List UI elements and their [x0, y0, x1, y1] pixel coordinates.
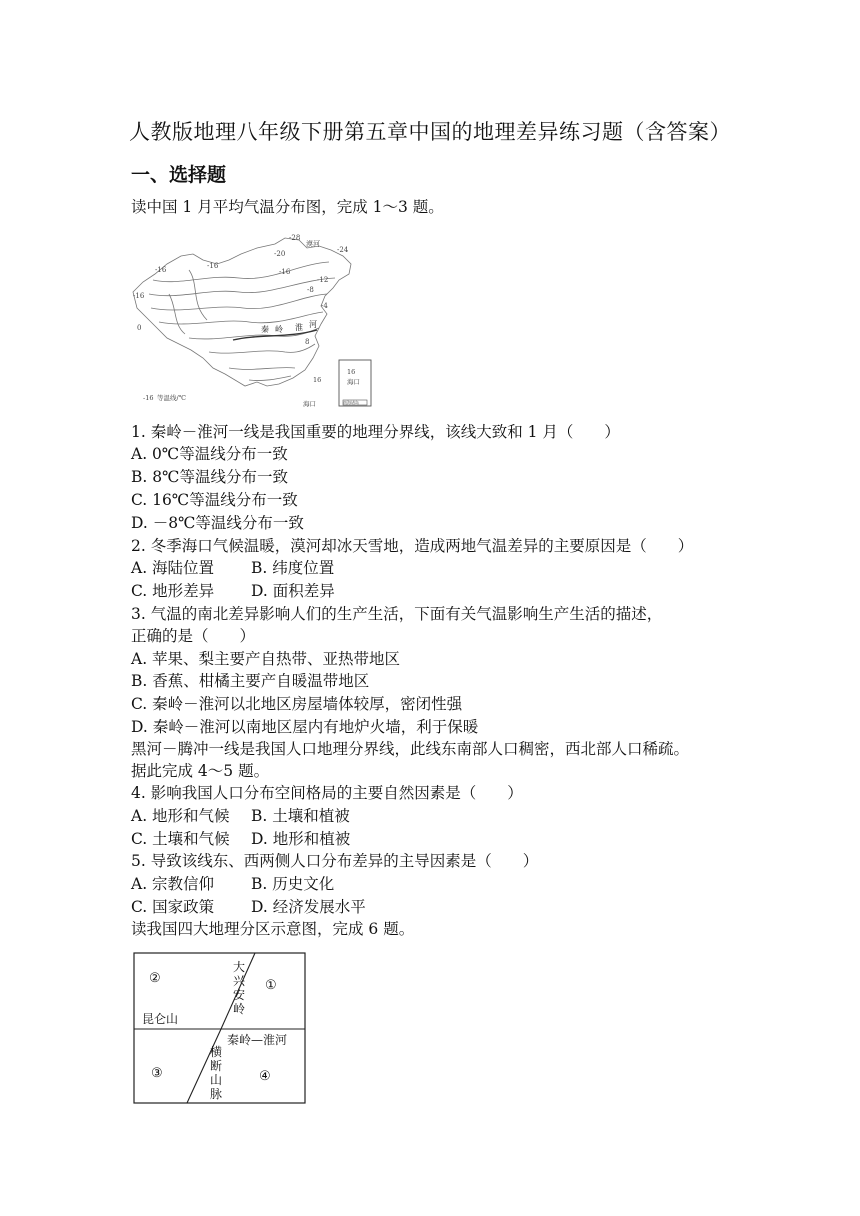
q2-options-row-1	[131, 557, 334, 579]
q3-stem-line-1: 3. 气温的南北差异影响人们的生产生活，下面有关气温影响生产生活的描述，	[131, 605, 663, 623]
q2-option-a: A. 海陆位置	[131, 559, 215, 577]
map-label: 淮	[295, 323, 303, 332]
map-label: 漠河	[306, 240, 320, 248]
q4-options-row-1	[131, 805, 350, 827]
q5-options-row-2	[131, 896, 366, 918]
map-label: 岭	[275, 325, 283, 334]
q5-option-b: B. 历史文化	[251, 875, 335, 893]
hengduan-char: 断	[210, 1059, 223, 1073]
qinling-huaihe-label: 秦岭—淮河	[227, 1033, 288, 1047]
q4-option-c: C. 土壤和气候	[131, 830, 230, 848]
q3-stem-line-2: 正确的是（ ）	[131, 627, 256, 645]
q4-stem: 4. 影响我国人口分布空间格局的主要自然因素是（ ）	[131, 784, 523, 802]
inset-label: 南海诸岛	[343, 400, 359, 405]
legend-label: 等温线/℃	[157, 394, 186, 402]
q2-option-c: C. 地形差异	[131, 582, 215, 600]
map-label: -8	[307, 286, 314, 294]
map-label: -16	[207, 262, 219, 270]
daxinganling-char: 大	[233, 960, 246, 974]
four-regions-diagram	[133, 952, 306, 1104]
map-label: -16	[133, 292, 145, 300]
china-outline	[133, 238, 351, 386]
region-4-label: ④	[259, 1069, 271, 1084]
map-label: -16	[279, 268, 291, 276]
q1-stem: 1. 秦岭－淮河一线是我国重要的地理分界线，该线大致和 1 月（ ）	[131, 423, 620, 441]
january-temperature-map	[129, 234, 375, 410]
q5-option-d: D. 经济发展水平	[251, 898, 366, 916]
q4-options-row-2	[131, 828, 350, 850]
q5-option-c: C. 国家政策	[131, 898, 215, 916]
intro-text-3: 读我国四大地理分区示意图，完成 6 题。	[131, 920, 415, 938]
legend-value: -16	[143, 394, 154, 402]
section-heading: 一、选择题	[131, 164, 227, 186]
hengduan-char: 脉	[210, 1087, 223, 1101]
region-3-label: ③	[151, 1066, 163, 1081]
intro-text-1: 读中国 1 月平均气温分布图，完成 1～3 题。	[131, 198, 444, 216]
hengduan-char: 横	[210, 1045, 223, 1059]
q3-option-a: A. 苹果、梨主要产自热带、亚热带地区	[131, 650, 401, 668]
intro-text-2-line-2: 据此完成 4～5 题。	[131, 762, 270, 780]
region-1-label: ①	[265, 978, 277, 993]
map-label: -28	[289, 234, 301, 242]
q3-option-d: D. 秦岭－淮河以南地区屋内有地炉火墙，利于保暖	[131, 718, 479, 736]
q1-option-a: A. 0℃等温线分布一致	[131, 445, 288, 463]
q2-stem: 2. 冬季海口气候温暖，漠河却冰天雪地，造成两地气温差异的主要原因是（ ）	[131, 537, 694, 555]
q5-options-row-1	[131, 873, 334, 895]
map-label: 8	[305, 338, 310, 346]
q1-option-b: B. 8℃等温线分布一致	[131, 468, 288, 486]
map-label: 16	[313, 376, 322, 384]
daxinganling-char: 岭	[233, 1002, 246, 1016]
document-title: 人教版地理八年级下册第五章中国的地理差异练习题（含答案）	[129, 120, 731, 144]
q3-option-c: C. 秦岭－淮河以北地区房屋墙体较厚，密闭性强	[131, 695, 463, 713]
q1-option-d: D. －8℃等温线分布一致	[131, 514, 304, 532]
map-label: 河	[309, 320, 317, 329]
map-label: -20	[274, 250, 286, 258]
daxinganling-char: 兴	[233, 974, 246, 988]
q2-option-b: B. 纬度位置	[251, 559, 335, 577]
region-2-label: ②	[149, 971, 161, 986]
map-label: -16	[155, 266, 167, 274]
map-label: -4	[321, 302, 328, 310]
map-label: -12	[317, 276, 329, 284]
intro-text-2-line-1: 黑河－腾冲一线是我国人口地理分界线，此线东南部人口稠密，西北部人口稀疏。	[131, 740, 690, 758]
map-label: 0	[137, 324, 142, 332]
q4-option-d: D. 地形和植被	[251, 830, 351, 848]
map-label: 海口	[347, 378, 360, 386]
daxinganling-char: 安	[233, 988, 246, 1002]
q4-option-a: A. 地形和气候	[131, 807, 230, 825]
map-label: -24	[337, 246, 349, 254]
hengduan-char: 山	[210, 1073, 223, 1087]
map-label: 海口	[303, 400, 316, 408]
kunlun-label: 昆仑山	[142, 1012, 179, 1026]
q3-option-b: B. 香蕉、柑橘主要产自暖温带地区	[131, 672, 370, 690]
q5-option-a: A. 宗教信仰	[131, 875, 215, 893]
map-label: 16	[347, 368, 356, 376]
q5-stem: 5. 导致该线东、西两侧人口分布差异的主导因素是（ ）	[131, 852, 539, 870]
q2-options-row-2	[131, 580, 335, 602]
q1-option-c: C. 16℃等温线分布一致	[131, 491, 298, 509]
q2-option-d: D. 面积差异	[251, 582, 335, 600]
q4-option-b: B. 土壤和植被	[251, 807, 350, 825]
map-label: 秦	[261, 325, 269, 334]
